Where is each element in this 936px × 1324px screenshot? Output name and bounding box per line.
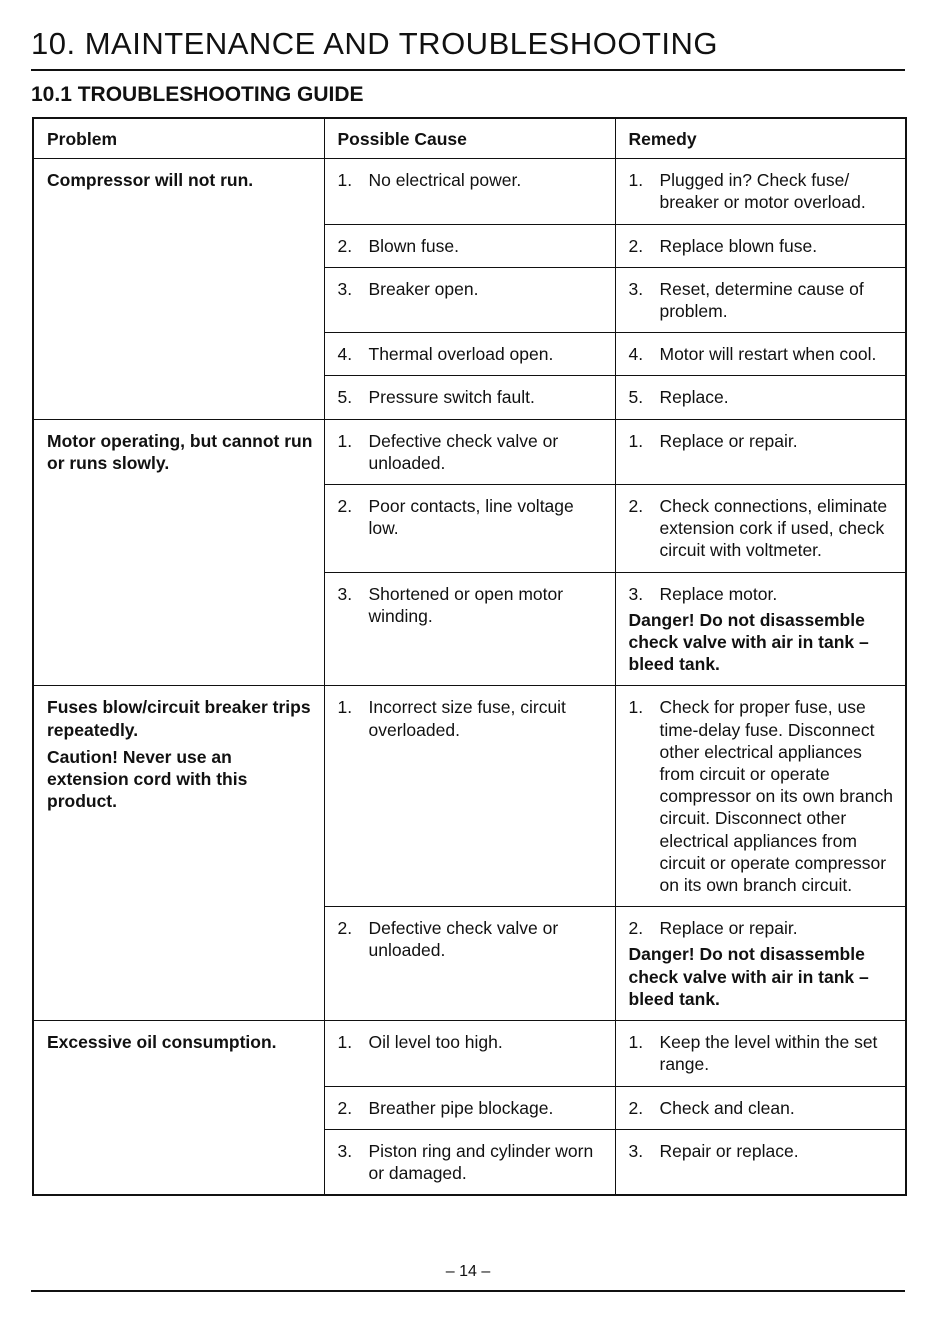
remedy-text: Plugged in? Check fuse/ breaker or motor overload. [659,170,866,213]
table-row [33,1021,906,1086]
remedy-item [629,386,896,408]
cause-text: Thermal overload open. [368,344,554,365]
cause-cell [324,485,615,573]
problem-text: Fuses blow/circuit breaker trips repeatedly. [47,697,311,740]
cause-cell [324,419,615,484]
remedy-cell [615,1129,906,1195]
remedy-item [629,169,896,213]
cause-number: 2. [337,918,353,939]
cause-cell [324,159,615,224]
cause-item [338,430,605,474]
cause-text: Blown fuse. [368,235,459,256]
cause-cell [324,572,615,686]
remedy-number: 3. [628,278,644,299]
cause-item [338,583,605,627]
remedy-number: 2. [628,235,644,256]
cause-item [338,235,605,257]
remedy-number: 3. [628,583,644,604]
remedy-number: 2. [628,496,644,517]
remedy-text: Check connections, eliminate extension cork if used, check circuit with voltmeter. [659,496,888,561]
remedy-item [629,1031,896,1075]
remedy-text: Check and clean. [659,1097,795,1118]
danger-warning: Danger! Do not disassemble check valve with air in tank – bleed tank. [628,609,869,675]
remedy-item [629,917,896,939]
cause-text: Shortened or open motor winding. [368,583,564,626]
remedy-cell [615,159,906,224]
remedy-text: Replace blown fuse. [659,235,818,256]
remedy-text: Replace. [659,387,729,408]
remedy-text: Keep the level within the set range. [659,1032,878,1075]
cause-item [338,696,605,740]
cause-number: 4. [337,344,353,365]
cause-cell [324,1129,615,1195]
remedy-item [629,1097,896,1119]
cause-number: 1. [337,430,353,451]
remedy-number: 4. [628,344,644,365]
cause-text: Breaker open. [368,278,479,299]
remedy-text: Replace or repair. [659,918,798,939]
header-remedy: Remedy [615,118,906,159]
header-possible-cause: Possible Cause [324,118,615,159]
cause-text: Poor contacts, line voltage low. [368,496,574,539]
remedy-cell [615,907,906,1021]
remedy-number: 1. [628,430,644,451]
cause-number: 3. [337,583,353,604]
table-header-row [33,118,906,159]
remedy-text: Replace or repair. [659,430,798,451]
problem-text: Compressor will not run. [47,170,254,191]
cause-text: No electrical power. [368,170,522,191]
problem-text: Motor operating, but cannot run or runs slowly. [47,430,313,473]
cause-number: 3. [337,1140,353,1161]
cause-cell [324,1086,615,1129]
remedy-item [629,495,896,562]
cause-text: Incorrect size fuse, circuit overloaded. [368,697,566,740]
table-row [33,419,906,484]
problem-cell [33,686,324,1021]
page-title: 10. MAINTENANCE AND TROUBLESHOOTING [31,26,718,61]
cause-cell [324,1021,615,1086]
cause-text: Defective check valve or unloaded. [368,430,559,473]
cause-item [338,278,605,300]
problem-cell [33,159,324,419]
remedy-number: 2. [628,1097,644,1118]
cause-item [338,1097,605,1119]
caution-text: Caution! Never use an extension cord with this product. [47,746,248,812]
table-row [33,686,906,907]
remedy-text: Repair or replace. [659,1140,799,1161]
remedy-item [629,278,896,322]
remedy-text: Check for proper fuse, use time-delay fuse. Disconnect other electrical appliances from circuit or operate compressor on its own branch circuit. Disconnect other electrical appliances from circuit or operate compressor on its own branch circuit. [659,697,893,896]
remedy-text: Reset, determine cause of problem. [659,278,864,322]
remedy-cell [615,419,906,484]
remedy-number: 3. [628,1140,644,1161]
remedy-item [629,1140,896,1162]
title-divider [31,69,905,71]
cause-number: 5. [337,387,353,408]
problem-cell [33,1021,324,1196]
remedy-cell [615,333,906,376]
cause-cell [324,267,615,332]
remedy-cell [615,1021,906,1086]
cause-cell [324,376,615,419]
remedy-number: 2. [628,918,644,939]
cause-item [338,917,605,961]
cause-item [338,495,605,539]
cause-text: Defective check valve or unloaded. [368,918,559,961]
cause-text: Pressure switch fault. [368,387,535,408]
cause-item [338,1031,605,1053]
remedy-text: Replace motor. [659,583,778,604]
cause-item [338,1140,605,1184]
remedy-text: Motor will restart when cool. [659,344,877,365]
cause-number: 2. [337,235,353,256]
remedy-number: 1. [628,170,644,191]
danger-warning: Danger! Do not disassemble check valve with air in tank – bleed tank. [628,944,869,1009]
page-number: – 14 – [445,1263,491,1280]
table-body [33,159,906,1195]
cause-text: Piston ring and cylinder worn or damaged. [368,1140,594,1183]
footer-divider [31,1290,905,1292]
cause-cell [324,907,615,1021]
cause-number: 2. [337,1097,353,1118]
cause-cell [324,224,615,267]
remedy-item [629,696,896,896]
cause-number: 1. [337,1032,353,1053]
problem-cell [33,419,324,686]
remedy-item [629,343,896,365]
cause-item [338,386,605,408]
header-problem: Problem [33,118,324,159]
cause-text: Oil level too high. [368,1032,503,1053]
remedy-item [629,583,896,605]
remedy-cell [615,1086,906,1129]
remedy-cell [615,267,906,332]
remedy-number: 5. [628,387,644,408]
table-row [33,159,906,224]
cause-item [338,169,605,191]
section-title: 10.1 TROUBLESHOOTING GUIDE [31,83,364,106]
cause-item [338,343,605,365]
cause-cell [324,333,615,376]
problem-text: Excessive oil consumption. [47,1032,277,1053]
troubleshooting-table [32,117,907,1196]
remedy-item [629,430,896,452]
cause-number: 2. [337,496,353,517]
cause-number: 1. [337,697,353,718]
cause-text: Breather pipe blockage. [368,1097,554,1118]
remedy-cell [615,224,906,267]
remedy-cell [615,572,906,686]
cause-number: 3. [337,278,353,299]
cause-number: 1. [337,170,353,191]
remedy-item [629,235,896,257]
remedy-number: 1. [628,697,644,718]
cause-cell [324,686,615,907]
remedy-cell [615,485,906,573]
remedy-cell [615,376,906,419]
remedy-cell [615,686,906,907]
remedy-number: 1. [628,1032,644,1053]
